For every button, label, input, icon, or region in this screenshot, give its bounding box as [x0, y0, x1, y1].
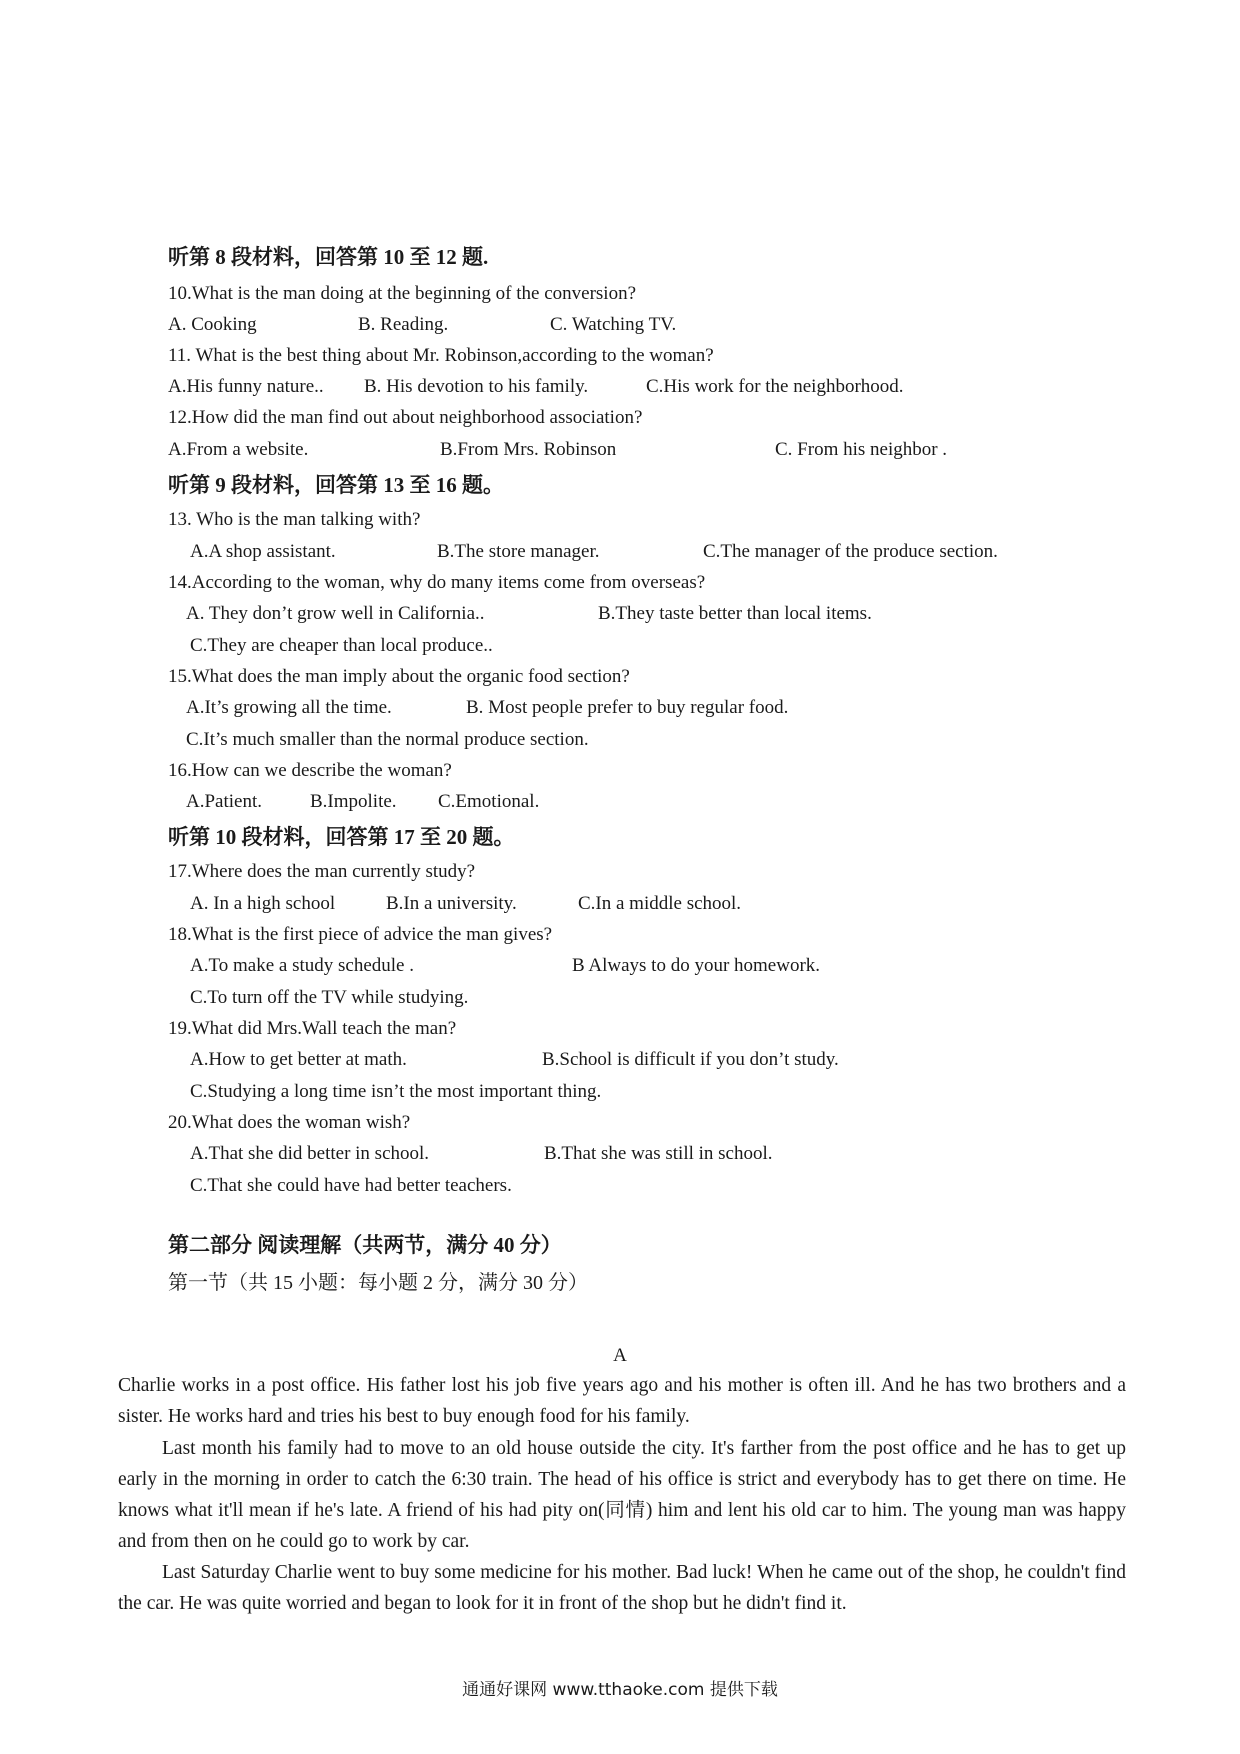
q15-option-c: C.It’s much smaller than the normal produce section. [186, 729, 589, 750]
q19-option-a: A.How to get better at math. [190, 1049, 407, 1070]
q14-option-b: B.They taste better than local items. [598, 603, 872, 624]
q15-option-a: A.It’s growing all the time. [186, 697, 392, 718]
q20-option-c: C.That she could have had better teachers. [190, 1175, 512, 1196]
question-15: 15.What does the man imply about the organic food section? [168, 666, 630, 687]
q12-option-b: B.From Mrs. Robinson [440, 439, 617, 460]
q11-option-b: B. His devotion to his family. [364, 376, 589, 397]
passage-paragraph-2: Last month his family had to move to an old house outside the city. It's farther from the post office and he has to get up early in the morning in order to catch the 6:30 train. The head of his office is strict and everybody has to get there on time. He knows what it'll mean if he's late. A friend of his had pity on(同情) him and lent his old car to him. The young man was happy and from then on he could go to work by car. [118, 1438, 1126, 1552]
q13-option-c: C.The manager of the produce section. [703, 541, 998, 562]
q17-option-b: B.In a university. [386, 893, 517, 914]
footer-source: 通通好课网 www.tthaoke.com 提供下载 [462, 1680, 778, 1700]
q18-option-b: B Always to do your homework. [572, 955, 821, 976]
q13-option-b: B.The store manager. [437, 541, 600, 562]
passage-letter: A [613, 1345, 627, 1366]
q11-option-c: C.His work for the neighborhood. [646, 376, 904, 397]
q15-option-b: B. Most people prefer to buy regular food. [466, 697, 789, 718]
question-12: 12.How did the man find out about neighborhood association? [168, 407, 643, 428]
q10-option-b: B. Reading. [358, 314, 449, 335]
q16-option-a: A.Patient. [186, 791, 262, 812]
question-20: 20.What does the woman wish? [168, 1112, 411, 1133]
section-9-heading: 听第 9 段材料，回答第 13 至 16 题。 [168, 473, 504, 497]
section-8-heading: 听第 8 段材料，回答第 10 至 12 题. [168, 245, 489, 269]
part-two-title: 第二部分 阅读理解（共两节，满分 40 分） [168, 1233, 562, 1257]
q16-option-b: B.Impolite. [310, 791, 397, 812]
q19-option-c: C.Studying a long time isn’t the most important thing. [190, 1081, 602, 1102]
question-16: 16.How can we describe the woman? [168, 760, 452, 781]
q16-option-c: C.Emotional. [438, 791, 540, 812]
question-13: 13. Who is the man talking with? [168, 509, 421, 530]
q18-option-c: C.To turn off the TV while studying. [190, 987, 469, 1008]
q17-option-c: C.In a middle school. [578, 893, 742, 914]
question-19: 19.What did Mrs.Wall teach the man? [168, 1018, 457, 1039]
q13-option-a: A.A shop assistant. [190, 541, 336, 562]
q14-option-c: C.They are cheaper than local produce.. [190, 635, 493, 656]
q11-option-a: A.His funny nature.. [168, 376, 324, 397]
q18-option-a: A.To make a study schedule . [190, 955, 414, 976]
q20-option-a: A.That she did better in school. [190, 1143, 430, 1164]
passage-paragraph-3: Last Saturday Charlie went to buy some medicine for his mother. Bad luck! When he came out of the shop, he couldn't find the car. He was quite worried and began to look for it in front of the shop but he didn't find it. [118, 1562, 1126, 1614]
q10-option-c: C. Watching TV. [550, 314, 677, 335]
question-11: 11. What is the best thing about Mr. Robinson,according to the woman? [168, 345, 714, 366]
q20-option-b: B.That she was still in school. [544, 1143, 773, 1164]
question-17: 17.Where does the man currently study? [168, 861, 476, 882]
question-14: 14.According to the woman, why do many items come from overseas? [168, 572, 706, 593]
q12-option-a: A.From a website. [168, 439, 309, 460]
section-one-title: 第一节（共 15 小题：每小题 2 分，满分 30 分） [168, 1272, 588, 1294]
passage-paragraph-1: Charlie works in a post office. His father lost his job five years ago and his mother is often ill. And he has two brothers and a sister. He works hard and tries his best to buy enough food for his family. [118, 1375, 1126, 1427]
q19-option-b: B.School is difficult if you don’t study. [542, 1049, 839, 1070]
question-10: 10.What is the man doing at the beginning of the conversion? [168, 283, 637, 304]
question-18: 18.What is the first piece of advice the man gives? [168, 924, 553, 945]
section-10-heading: 听第 10 段材料，回答第 17 至 20 题。 [168, 825, 515, 849]
q17-option-a: A. In a high school [190, 893, 336, 914]
q14-option-a: A. They don’t grow well in California.. [186, 603, 485, 624]
q12-option-c: C. From his neighbor . [775, 439, 948, 460]
q10-option-a: A. Cooking [168, 314, 257, 335]
